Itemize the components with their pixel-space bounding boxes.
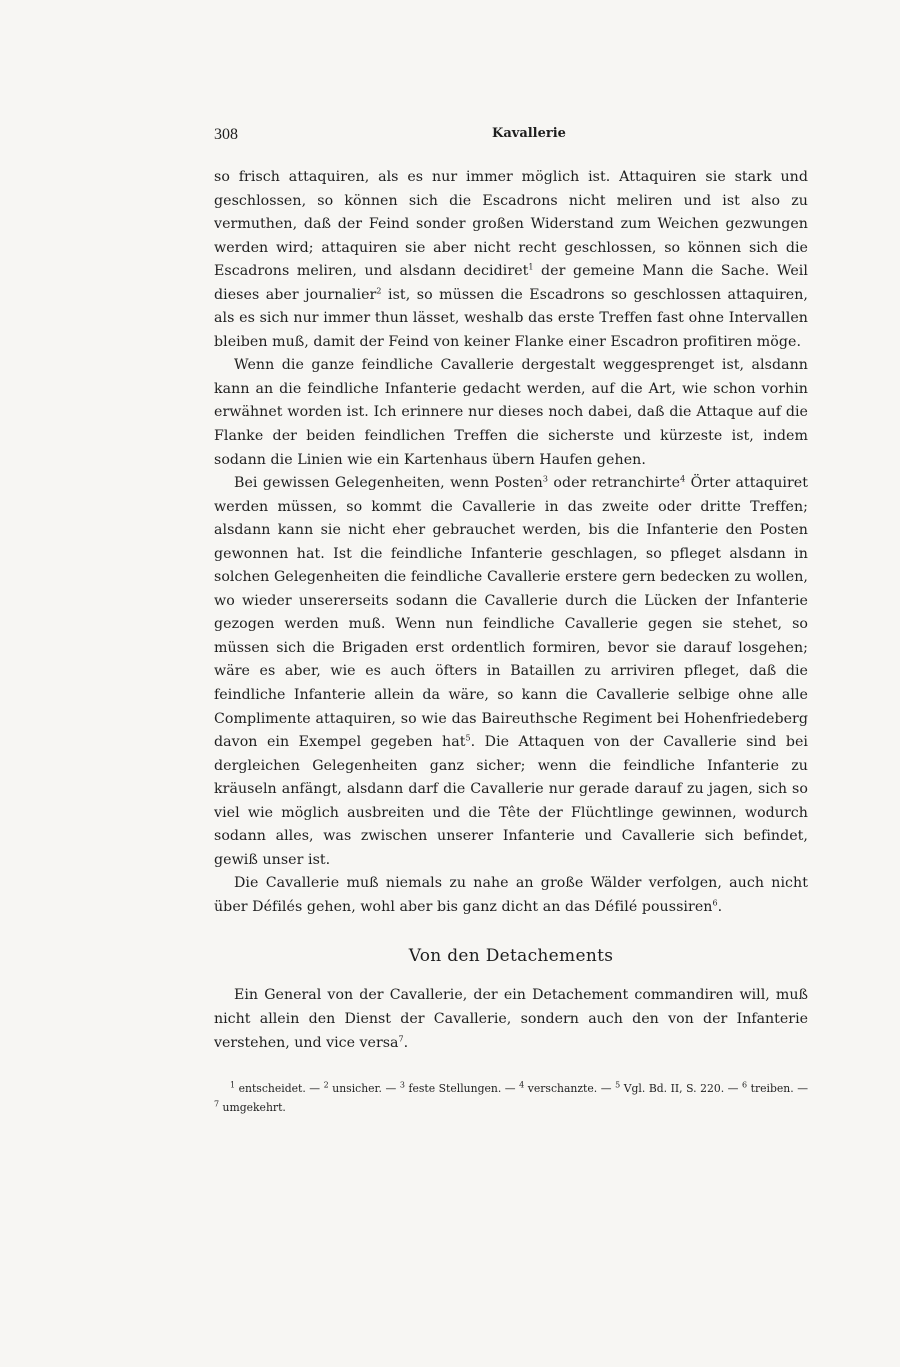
text-run: umgekehrt. bbox=[219, 1101, 286, 1114]
footnote-marker: 1 bbox=[230, 1080, 236, 1090]
text-run: Bei gewissen Gelegenheiten, wenn Posten bbox=[234, 475, 543, 492]
footnote-marker: 7 bbox=[398, 1034, 404, 1044]
paragraph bbox=[214, 354, 808, 472]
footnote-marker: 6 bbox=[742, 1080, 748, 1090]
footnote-marker: 5 bbox=[465, 733, 471, 743]
footnotes bbox=[214, 1079, 808, 1117]
footnote-marker: 1 bbox=[528, 262, 534, 272]
text-run: entscheidet. — bbox=[235, 1082, 324, 1095]
page-header bbox=[214, 126, 808, 150]
body-text bbox=[214, 166, 808, 920]
paragraph bbox=[214, 166, 808, 354]
paragraph bbox=[214, 472, 808, 872]
footnote-marker: 2 bbox=[376, 286, 382, 295]
text-run: ist, so müssen die Escadrons so geschlossen attaquiren, als es sich nur immer thun lässet, weshalb das erste Treffen fast ohne Intervallen bleiben muß, damit der Feind von keiner Flanke einer Escadron profitiren möge. bbox=[214, 286, 808, 350]
text-run: verschanzte. — bbox=[524, 1082, 616, 1095]
page-number: 308 bbox=[214, 126, 238, 143]
text-run: der gemeine Mann die Sache. Weil dieses aber journalier bbox=[214, 263, 808, 303]
text-run: feste Stellungen. — bbox=[404, 1082, 520, 1095]
paragraph bbox=[214, 872, 808, 919]
footnote-list bbox=[214, 1079, 808, 1117]
footnote-marker: 6 bbox=[712, 898, 718, 908]
section-heading: Von den Detachements bbox=[408, 946, 614, 966]
text-run: Örter attaquiret werden müssen, so kommt die Cavallerie in das zweite oder dritte Treffen; alsdann kann sie nicht eher gebrauchet werden, bis die Infanterie den Posten gewonnen hat. Ist die feindliche Infanterie geschlagen, so pfleget alsdann in solchen Gelegenheiten die feindliche Cavallerie erstere gern bedecken zu wollen, wo wieder unsererseits sodann die Cavallerie durch die Lücken der Infanterie gezogen werden muß. Wenn nun feindliche Cavallerie gegen sie stehet, so müssen sich die Brigaden erst ordentlich formiren, bevor sie darauf losgehen; wäre es aber, wie es auch öfters in Bataillen zu arriviren pfleget, daß die feindliche Infanterie allein da wäre, so kann die Cavallerie selbige ohne alle Complimente attaquiren, so wie das Baireuthsche Regiment bei Hohenfriedeberg davon ein Exempel gegeben hat bbox=[214, 475, 808, 751]
footnote-marker: 4 bbox=[519, 1080, 525, 1090]
running-head: Kavallerie bbox=[492, 126, 566, 141]
text-run: unsicher. — bbox=[328, 1082, 400, 1095]
footnote-marker: 2 bbox=[323, 1080, 329, 1090]
text-run: Ein General von der Cavallerie, der ein Detachement commandiren will, muß nicht allein den Dienst der Cavallerie, sondern auch den von der Infanterie verstehen, und vice versa bbox=[214, 987, 808, 1051]
paragraph bbox=[214, 983, 808, 1055]
text-run: Vgl. Bd. II, S. 220. — bbox=[620, 1082, 743, 1095]
footnote-marker: 3 bbox=[542, 474, 548, 484]
section-body bbox=[214, 983, 808, 1055]
footnote-marker: 5 bbox=[615, 1080, 621, 1090]
text-run: so frisch attaquiren, als es nur immer möglich ist. Attaquiren sie stark und geschlossen, so können sich die Escadrons nicht meliren und ist also zu vermuthen, daß der Feind sonder großen Widerstand zum Weichen gezwungen werden wird; attaquiren sie aber nicht recht geschlossen, so können sich die Escadrons meliren, und alsdann decidiret bbox=[214, 169, 808, 280]
text-run: oder retranchirte bbox=[547, 475, 681, 492]
text-run: treiben. — bbox=[747, 1082, 809, 1095]
footnote-marker: 7 bbox=[214, 1099, 220, 1109]
text-run: . bbox=[403, 1035, 409, 1051]
text-run: Wenn die ganze feindliche Cavallerie dergestalt weggesprenget ist, alsdann kann an die feindliche Infanterie gedacht werden, auf die Art, wie schon vorhin erwähnet worden ist. Ich erinnere nur dieses noch dabei, daß die Attaque auf die Flanke der beiden feindlichen Treffen die sicherste und kürzeste ist, indem sodann die Linien wie ein Kartenhaus übern Haufen gehen. bbox=[214, 357, 808, 468]
text-run: . Die Attaquen von der Cavallerie sind bei dergleichen Gelegenheiten ganz sicher; wenn die feindliche Infanterie zu kräuseln anfängt, alsdann darf die Cavallerie nur gerade darauf zu jagen, sich so viel wie möglich ausbreiten und die Tête der Flüchtlinge gewinnen, wodurch sodann alles, was zwischen unserer Infanterie und Cavallerie sich befindet, gewiß unser ist. bbox=[214, 734, 808, 868]
footnote-marker: 4 bbox=[680, 474, 686, 484]
text-run: . bbox=[717, 898, 723, 915]
footnote-marker: 3 bbox=[399, 1080, 405, 1090]
text-run: Die Cavallerie muß niemals zu nahe an große Wälder verfolgen, auch nicht über Défilés gehen, wohl aber bis ganz dicht an das Défilé poussiren bbox=[214, 875, 808, 915]
